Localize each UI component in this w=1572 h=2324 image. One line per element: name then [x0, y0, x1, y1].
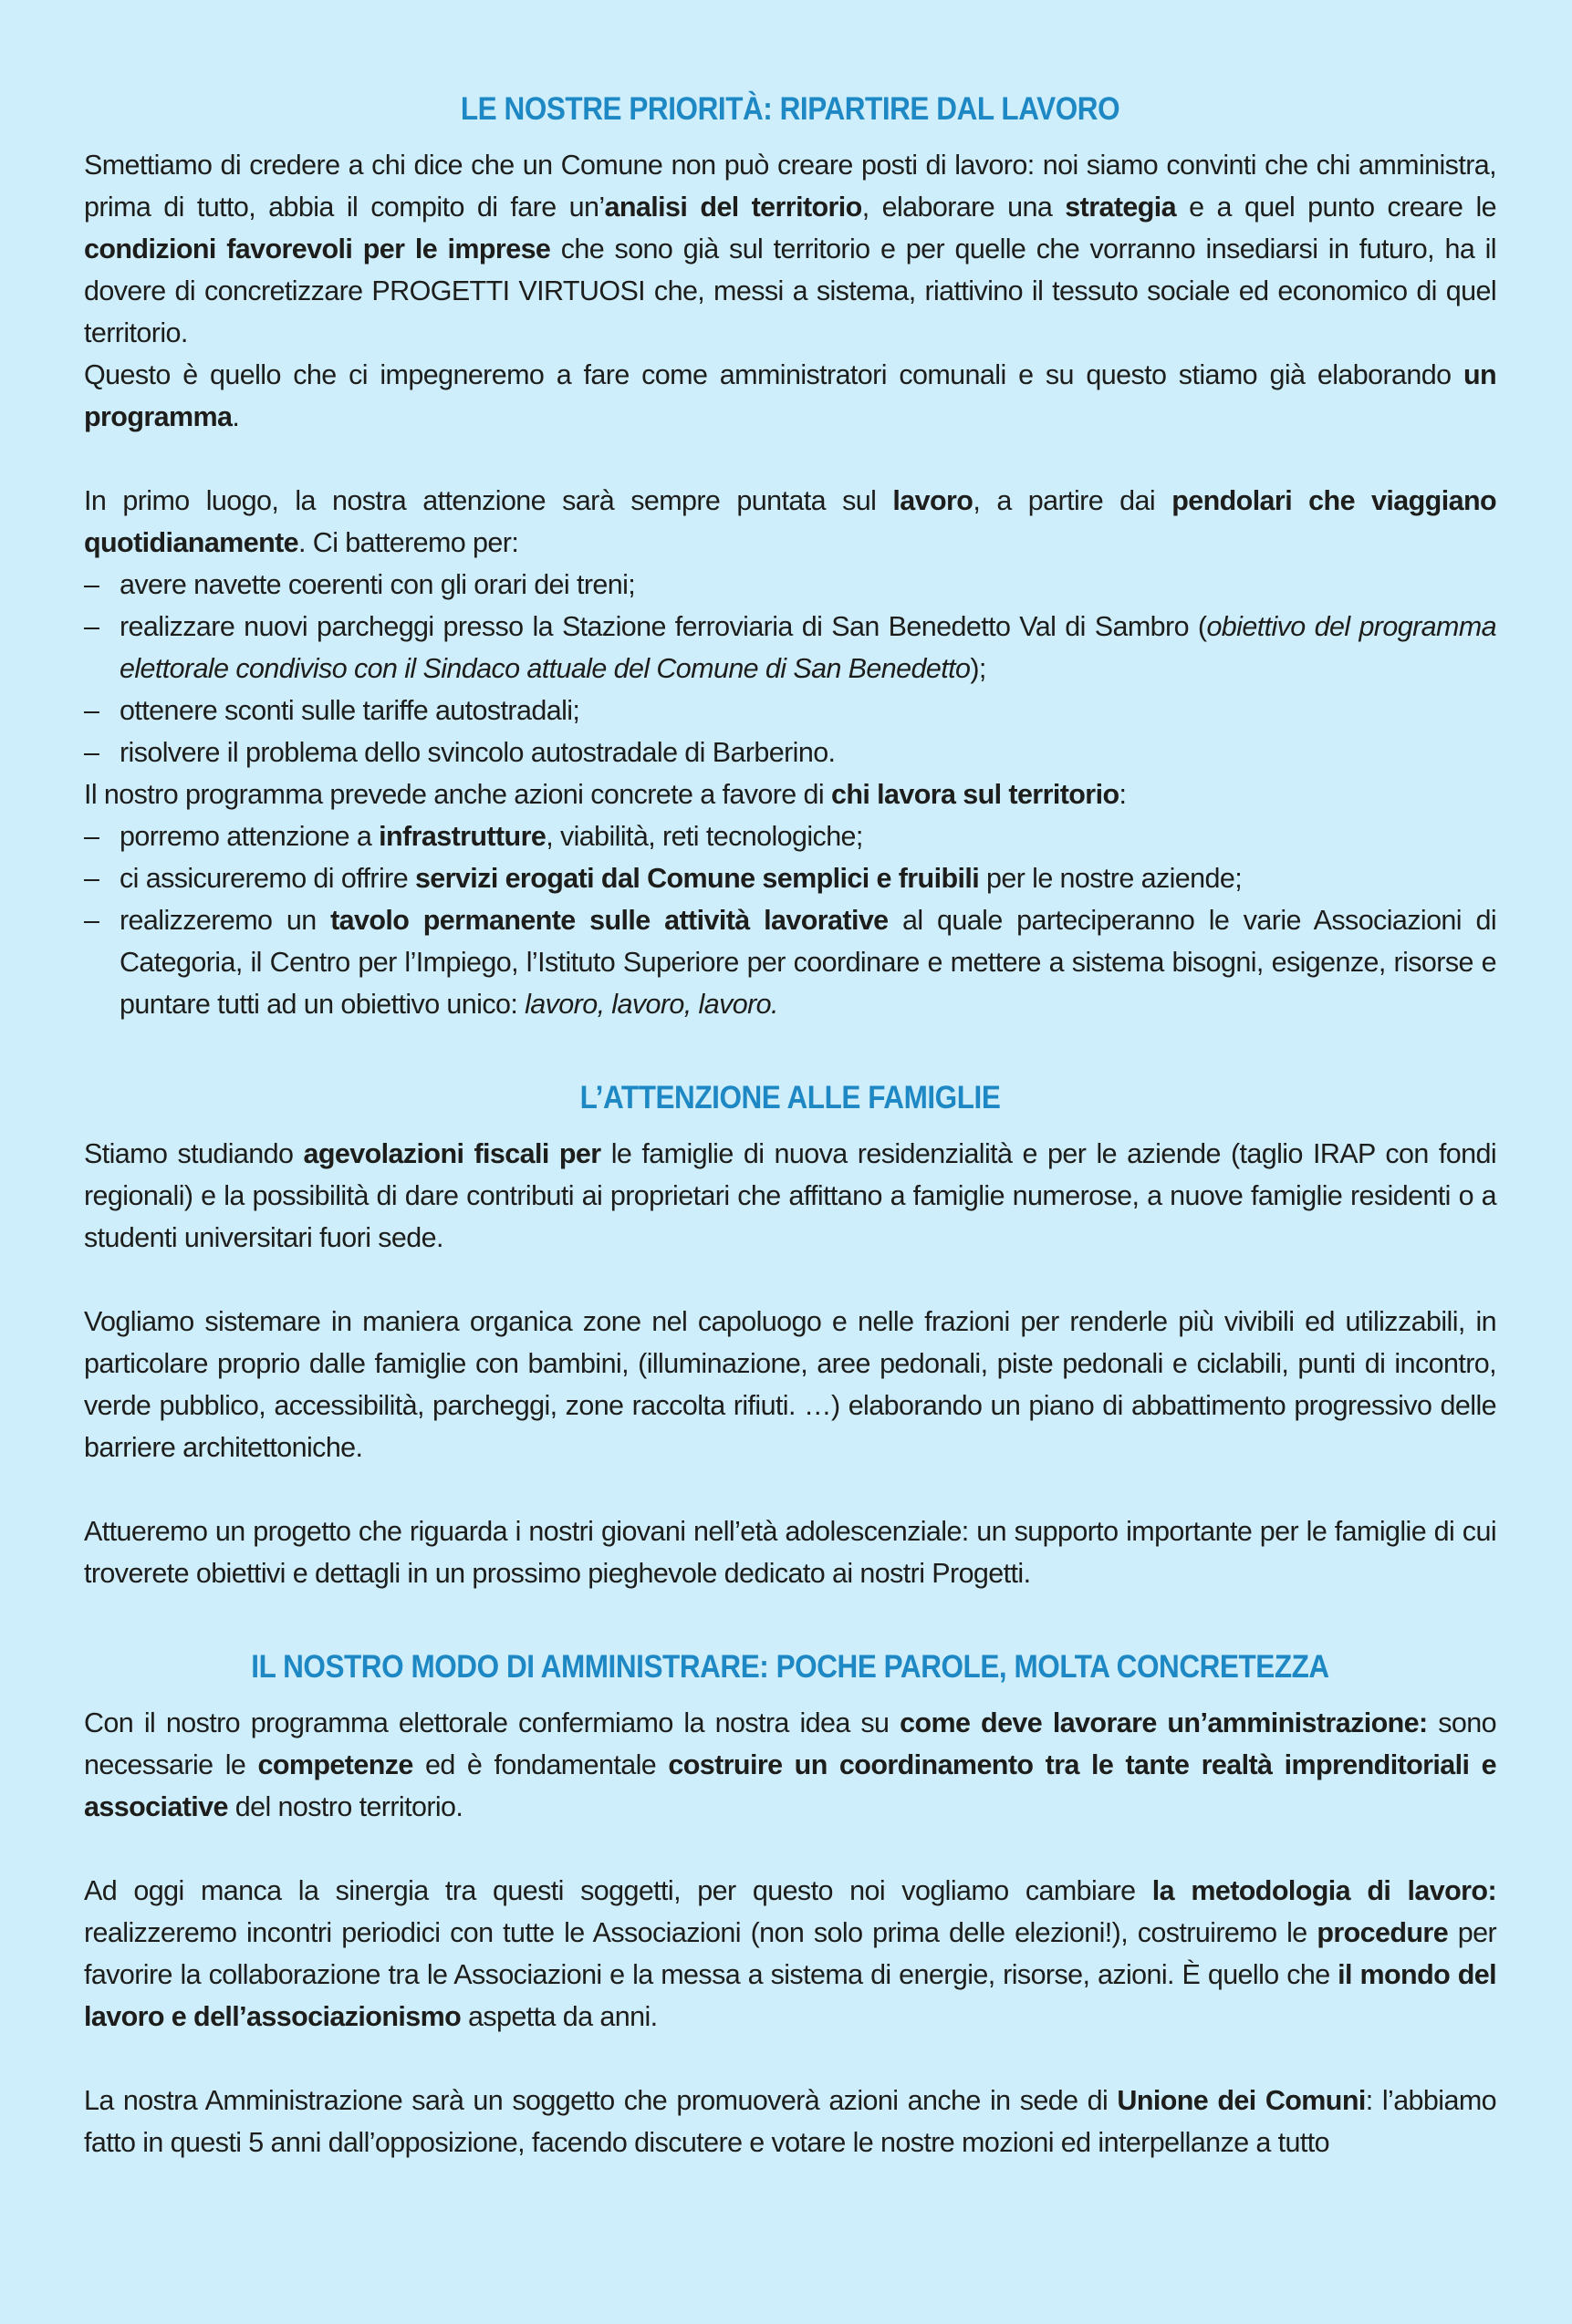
paragraph: Stiamo studiando agevolazioni fiscali per le famiglie di nuova residenzialità e per le aziende (taglio IRAP con fondi regionali) e la possibilità di dare contributi ai proprietari che affittano a famiglie numerose, a nuove famiglie residenti o a studenti universitari fuori sede. — [84, 1138, 1497, 1253]
paragraph: Vogliamo sistemare in maniera organica zone nel capoluogo e nelle frazioni per renderle più vivibili ed utilizzabili, in particolare proprio dalle famiglie con bambini, (illuminazione, aree pedonali, piste pedonali e ciclabili, punti di incontro, verde pubblico, accessibilità, parcheggi, zone raccolta rifiuti. …) elaborando un piano di abbattimento progressivo delle barriere architettoniche. — [84, 1306, 1496, 1463]
list-item: – realizzare nuovi parcheggi presso la Stazione ferroviaria di San Benedetto Val di Sambro (obiettivo del programma elettorale condiviso con il Sindaco attuale del Comune di San Benedetto); — [84, 606, 1496, 690]
paragraph: Questo è quello che ci impegneremo a fare come amministratori comunali e su questo stiamo già elaborando un programma. — [84, 359, 1496, 432]
list-item: – ottenere sconti sulle tariffe autostradali; — [84, 690, 1496, 731]
paragraph: In primo luogo, la nostra attenzione sarà sempre puntata sul lavoro, a partire dai pendolari che viaggiano quotidianamente. Ci batteremo per: — [84, 485, 1497, 558]
section-title-famiglie: L’ATTENZIONE ALLE FAMIGLIE — [579, 1080, 1001, 1115]
paragraph: Smettiamo di credere a chi dice che un Comune non può creare posti di lavoro: noi siamo convinti che chi amministra, prima di tutto, abbia il compito di fare un’analisi del territorio, elaborare una strategia e a quel punto creare le condizioni favorevoli per le imprese che sono già sul territorio e per quelle che vorranno insediarsi in futuro, ha il dovere di concretizzare PROGETTI VIRTUOSI che, messi a sistema, riattivino il tessuto sociale ed economico di quel territorio. — [84, 150, 1496, 348]
spacer — [84, 1025, 1496, 1080]
list-item: – porremo attenzione a infrastrutture, viabilità, reti tecnologiche; — [84, 815, 1496, 857]
list-item: – ci assicureremo di offrire servizi erogati dal Comune semplici e fruibili per le nostre aziende; — [84, 857, 1496, 899]
list-territorio — [84, 815, 1496, 1025]
spacer — [84, 1594, 1496, 1649]
section-title-amministrare: IL NOSTRO MODO DI AMMINISTRARE: POCHE PAROLE, MOLTA CONCRETEZZA — [251, 1649, 1329, 1685]
list-pendolari — [84, 564, 1496, 773]
paragraph: Il nostro programma prevede anche azioni concrete a favore di chi lavora sul territorio: — [84, 779, 1127, 810]
section-title-priorita: LE NOSTRE PRIORITÀ: RIPARTIRE DAL LAVORO — [460, 91, 1120, 127]
list-item: – risolvere il problema dello svincolo autostradale di Barberino. — [84, 731, 1496, 773]
paragraph: Attueremo un progetto che riguarda i nostri giovani nell’età adolescenziale: un supporto importante per le famiglie di cui troverete obiettivi e dettagli in un prossimo pieghevole dedicato ai nostri Progetti. — [84, 1516, 1496, 1589]
list-item: – avere navette coerenti con gli orari dei treni; — [84, 564, 1496, 606]
paragraph: La nostra Amministrazione sarà un soggetto che promuoverà azioni anche in sede di Unione dei Comuni: l’abbiamo fatto in questi 5 anni dall’opposizione, facendo discutere e votare le nostre mozioni ed interpellanze a tutto — [84, 2085, 1496, 2158]
paragraph: Ad oggi manca la sinergia tra questi soggetti, per questo noi vogliamo cambiare la metodologia di lavoro: realizzeremo incontri periodici con tutte le Associazioni (non solo prima delle elezioni!), costruiremo le procedure per favorire la collaborazione tra le Associazioni e la messa a sistema di energie, risorse, azioni. È quello che il mondo del lavoro e dell’associazionismo aspetta da anni. — [84, 1875, 1497, 2032]
paragraph: Con il nostro programma elettorale confermiamo la nostra idea su come deve lavorare un’amministrazione: sono necessarie le competenze ed è fondamentale costruire un coordinamento tra le tante realtà imprenditoriali e associative del nostro territorio. — [84, 1707, 1496, 1822]
list-item: – realizzeremo un tavolo permanente sulle attività lavorative al quale parteciperanno le varie Associazioni di Categoria, il Centro per l’Impiego, l’Istituto Superiore per coordinare e mettere a sistema bisogni, esigenze, risorse e puntare tutti ad un obiettivo unico: lavoro, lavoro, lavoro. — [84, 899, 1496, 1025]
